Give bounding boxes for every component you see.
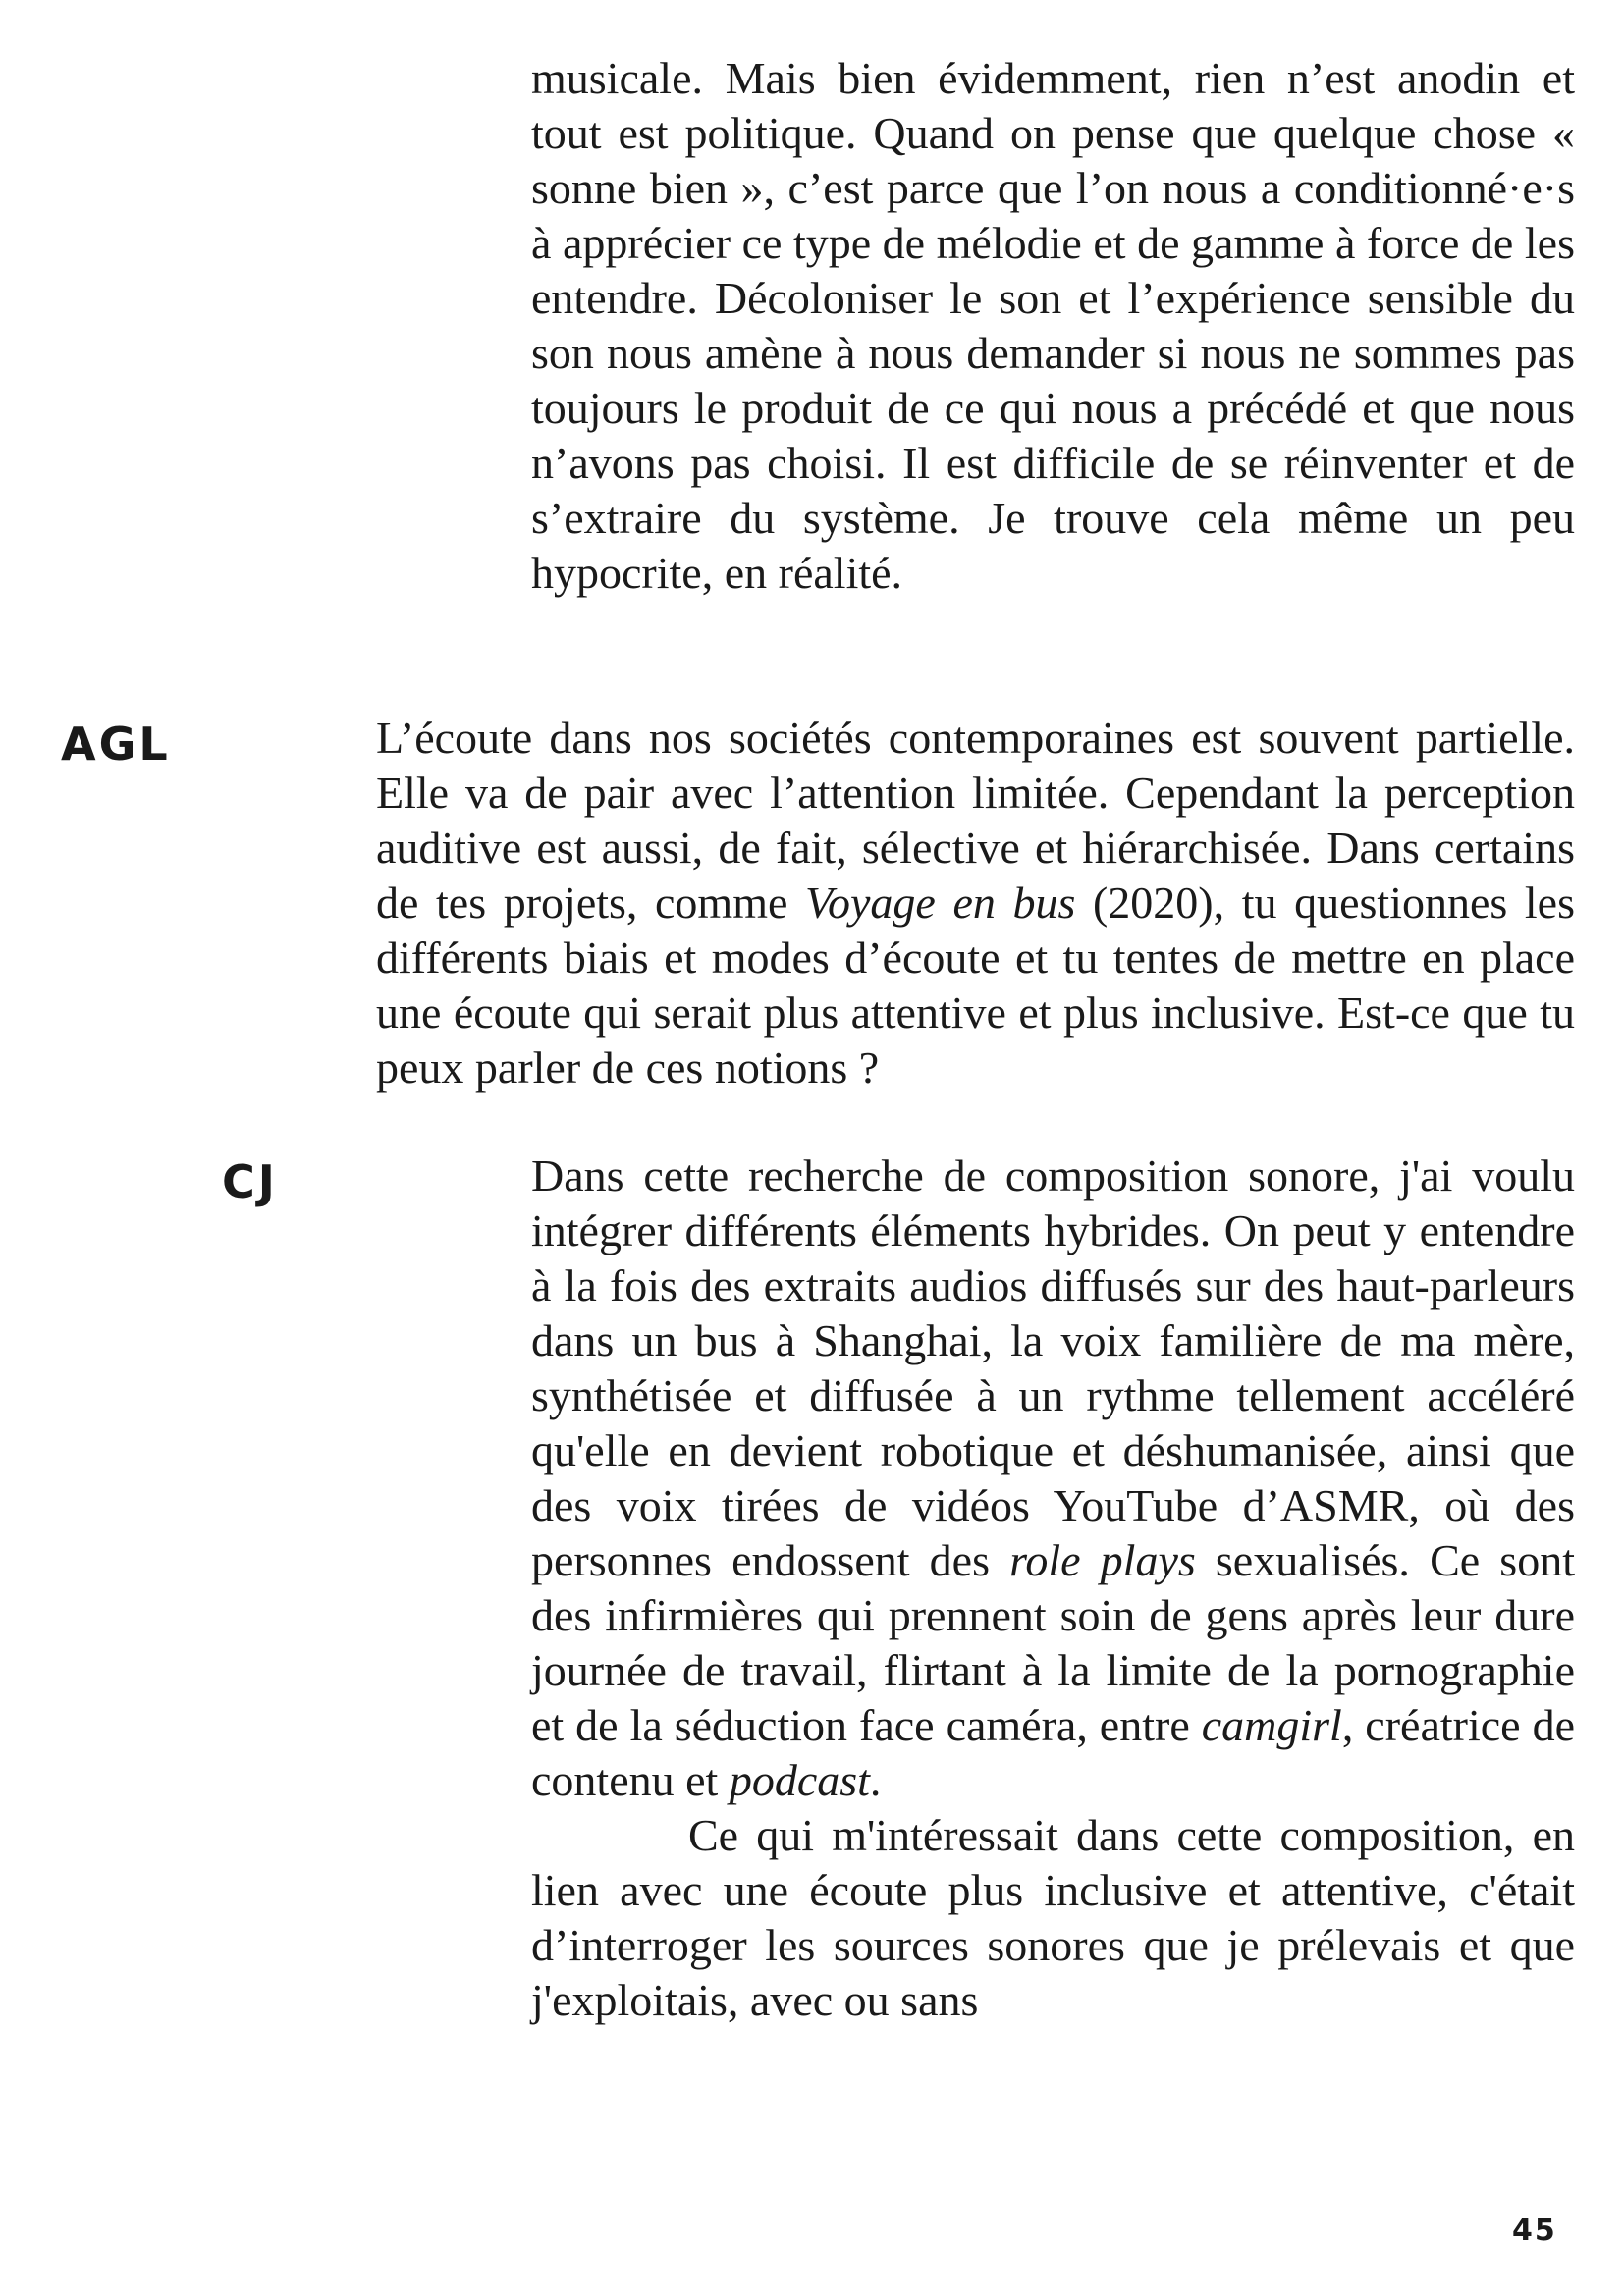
page-number: 45 <box>1512 2214 1557 2248</box>
speaker-label-cj: CJ <box>222 1155 278 1208</box>
cj-p1-text-c: , créatrice de contenu et <box>531 1700 1575 1805</box>
cj-italic-role-plays: role plays <box>1009 1535 1196 1585</box>
continuation-text: musicale. Mais bien évidemment, rien n’est anodin et tout est politique. Quand on pense que quelque chose « sonne bien », c’est parce que l’on nous a conditionné·e·s à apprécier ce type de mélodie et de gamme à force de les entendre. Décoloniser le son et l’expérience sensible du son nous amène à nous demander si nous ne sommes pas toujours le produit de ce qui nous a précédé et que nous n’avons pas choisi. Il est difficile de se réinventer et de s’extraire du système. Je trouve cela même un peu hypocrite, en réalité. <box>531 53 1575 598</box>
speaker-label-agl: AGL <box>61 718 171 771</box>
agl-question <box>376 711 1575 1095</box>
cj-paragraph-1 <box>531 1148 1575 1808</box>
cj-paragraph-2: Ce qui m'intéressait dans cette composition, en lien avec une écoute plus inclusive et attentive, c'était d’interroger les sources sonores que je prélevais et que j'exploitais, avec ou sans <box>531 1810 1575 2025</box>
cj-p1-text-b: sexualisés. Ce sont des infirmières qui prennent soin de gens après leur dure journée de travail, flirtant à la limite de la pornographie et de la séduction face caméra, entre <box>531 1535 1575 1750</box>
agl-text-before: L’écoute dans nos sociétés contemporaines est souvent partielle. Elle va de pair avec l’attention limitée. Cependant la perception auditive est aussi, de fait, sélective et hiérarchisée. Dans certains de tes projets, comme <box>376 713 1575 928</box>
continuation-paragraph <box>531 51 1575 601</box>
cj-p1-text-a: Dans cette recherche de composition sonore, j'ai voulu intégrer différents éléments hybrides. On peut y entendre à la fois des extraits audios diffusés sur des haut-parleurs dans un bus à Shanghai, la voix familière de ma mère, synthétisée et diffusée à un rythme tellement accéléré qu'elle en devient robotique et déshumanisée, ainsi que des voix tirées de vidéos YouTube d’ASMR, où des personnes endossent des <box>531 1150 1575 1585</box>
work-title-voyage-en-bus: Voyage en bus <box>805 878 1076 928</box>
agl-question-text <box>376 711 1575 1095</box>
cj-answer <box>531 1148 1575 2028</box>
cj-italic-camgirl: camgirl <box>1201 1700 1342 1750</box>
cj-italic-podcast: podcast <box>729 1755 870 1805</box>
cj-p1-text-d: . <box>869 1755 882 1805</box>
agl-text-after: (2020), tu questionnes les différents biais et modes d’écoute et tu tentes de mettre en place une écoute qui serait plus attentive et plus inclusive. Est-ce que tu peux parler de ces notions ? <box>376 878 1575 1093</box>
